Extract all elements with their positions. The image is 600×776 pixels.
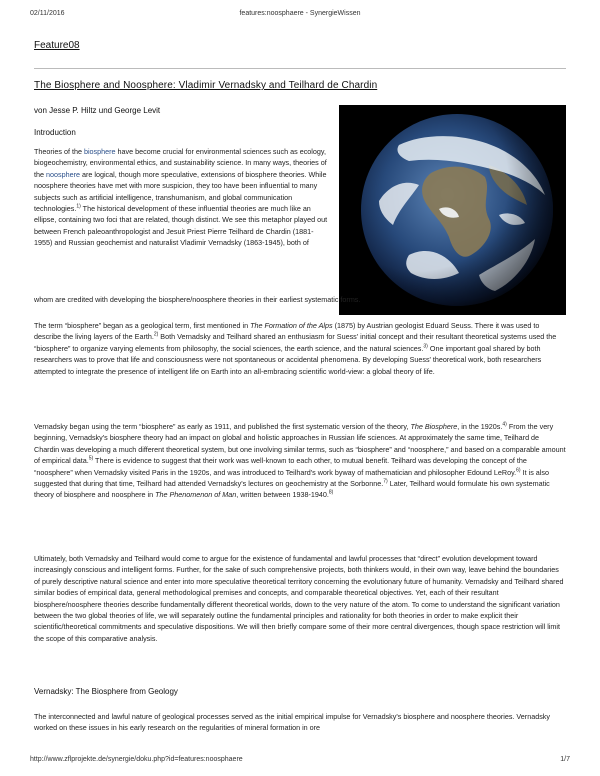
footnote-2-link[interactable]: 2) <box>153 332 159 339</box>
p2-text-c: Both Vernadsky and Teilhard shared an enthusiasm for Suess' initial concept and their resultant theoretical systems used the “biosphere” to organize varying elements from philosophy, the social sciences, the earth science, and the natural sciences. <box>34 332 557 353</box>
footnote-6-link[interactable]: 6) <box>516 467 521 474</box>
biosphere-link[interactable]: biosphere <box>83 147 116 156</box>
paragraph-1-tail: whom are credited with developing the biosphere/noosphere theories in their earliest systematic forms. <box>34 295 361 304</box>
print-url: http://www.zflprojekte.de/synergie/doku.php?id=features:noosphaere <box>30 756 243 763</box>
print-page-number: 1/7 <box>560 756 570 763</box>
print-title: features:noosphaere - SynergieWissen <box>239 10 361 17</box>
p1-text-a: Theories of the <box>34 147 84 156</box>
print-footer <box>30 756 570 766</box>
p3-text-e: It is also suggested that during that time, Teilhard had attended Vernadsky's lectures on geochemistry at the Sorbonne. <box>34 467 549 489</box>
p3-text-a: Vernadsky began using the term “biosphere” as early as 1911, and published the first systematic version of the theory, <box>34 422 411 431</box>
paragraph-1 <box>34 146 330 249</box>
divider <box>34 68 566 69</box>
p1-text-c: are logical, though more speculative, extensions of biosphere theories. While noosphere theories have met with more suspicion, they too have been influential to many subjects such as artificial intelligence, transhumanism, and global communication technologies. <box>34 169 327 214</box>
footnote-7-link[interactable]: 7) <box>383 478 388 485</box>
p2-text-d: One important goal shared by both researchers was to prove that life and consciousness were not spontaneous or accidental phenomena. By developing Suess' theoretical work, both researchers attempted to integrate the presence of intelligent life on Earth into an all-embracing scientific world-view: a global theory of life. <box>34 343 542 376</box>
print-date: 02/11/2016 <box>30 10 65 17</box>
p3-text-c: From the very beginning, Vernadsky's biosphere theory had an impact on global and holistic approaches in Russian life sciences. At approximately the same time, Teilhard de Chardin was developing a much different theoretical system, but one involving similar terms, such as “biosphere” and “noosphere,” and based on a comparable amount of empirical data. <box>34 422 566 466</box>
p2-text-a: The term “biosphere” began as a geological term, first mentioned in <box>34 321 251 330</box>
p2-text-b: (1875) by Austrian geologist Eduard Seuss. There it was used to describe the living layers of the Earth. <box>34 321 540 342</box>
breadcrumb-link[interactable]: Feature08 <box>34 40 80 51</box>
authors-prefix: von Jesse P. Hiltz und <box>34 106 115 115</box>
authors-line <box>34 106 160 115</box>
p3-text-d: There is evidence to suggest that their work was well-known to each other, to mutual benefit. Teilhard was developing the concept of the “noosphere” when Vernadsky visited Paris in the 1920s, and was introduced to Teilhard's work byway of mathematician and philosopher Edound LeRoy. <box>34 456 527 477</box>
author-link[interactable]: George Levit <box>114 106 161 115</box>
p3-text-f: Later, Teilhard would formulate his own systematic theory of biosphere and noosphere in <box>34 479 550 500</box>
section-2-paragraph: The interconnected and lawful nature of geological processes served as the initial empirical impulse for Vernadsky's biosphere and noosphere theories. Vernadsky worked on these issues in his early research on the regularities of mineral formation in ore <box>34 712 550 733</box>
paragraph-3 <box>34 421 566 501</box>
earth-globe-icon <box>339 105 566 315</box>
p1-text-b: have become crucial for environmental sciences such as ecology, biogeochemistry, environmental ethics, and sustainability science. In many ways, theories of the <box>34 147 327 179</box>
article-title[interactable]: The Biosphere and Noosphere: Vladimir Vernadsky and Teilhard de Chardin <box>34 80 378 91</box>
p2-book-title: The Formation of the Alps <box>250 321 333 330</box>
earth-photo <box>339 105 566 315</box>
footnote-1-link[interactable]: 1) <box>76 203 81 210</box>
p3-book-title-1: The Biosphere <box>410 422 458 431</box>
noosphere-link[interactable]: noosphere <box>46 169 80 179</box>
paragraph-4: Ultimately, both Vernadsky and Teilhard would come to argue for the existence of fundamental and lawful processes that “direct” evolution development toward increasingly conscious and intelligent forms. Further, for the sake of such comprehensive projects, both thinkers would, in their own way, leave behind the boundaries of purely descriptive natural science and enter into more speculative theoretical territory concerning the evolutionary future of humanity. Vernadsky and Teilhard shared similar bodies of empirical data, general methodological premises and concepts, and comparable theoretical objectives. Yet, each of their resultant biosphere/noosphere theories describe fundamentally different theoretical worlds, down to the very nature of the atom. To come to understand the significant variation between the two global theories of life, we will separately outline the fundamental principles and rationality for both theories in order to make explicit their scientific/theoretical commitments and speculative dispositions. We will then briefly compare some of their more central divergences, though space restriction will limit the scope of this comparative analysis. <box>34 554 564 643</box>
p3-book-title-2: The Phenomenon of Man <box>155 490 237 500</box>
p1-text-d: The historical development of these influential theories are much like an ellipse, containing two foci that are related, though distinct. We see this metaphor played out between French paleoanthropologist and Jesuit Priest Pierre Teilhard de Chardin (1881-1955) and Russian geochemist and naturalist Vladimir Vernadsky (1863-1945), both of <box>34 204 328 248</box>
footnote-3-link[interactable]: 3) <box>423 343 428 350</box>
paragraph-2 <box>34 320 566 377</box>
p3-text-b: , in the 1920s. <box>457 422 503 431</box>
footnote-4-link[interactable]: 4) <box>502 421 507 428</box>
footnote-5-link[interactable]: 5) <box>88 455 94 462</box>
p3-text-g: , written between 1938-1940. <box>236 490 329 500</box>
section-heading: Vernadsky: The Biosphere from Geology <box>34 687 178 696</box>
footnote-8-link[interactable]: 8) <box>328 490 334 497</box>
intro-heading: Introduction <box>34 128 76 137</box>
